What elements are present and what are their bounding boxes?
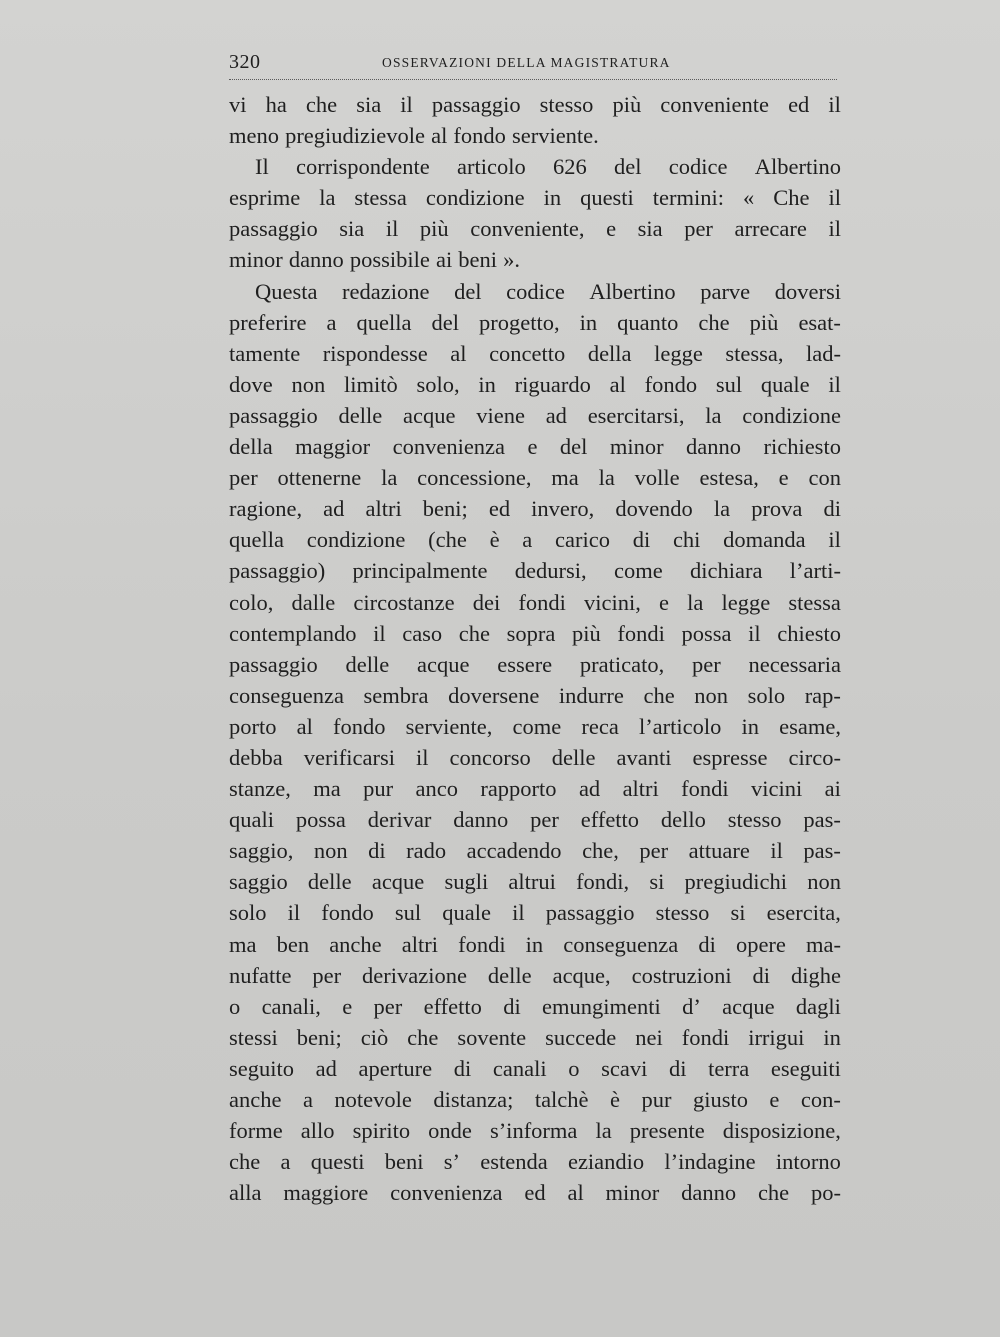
text-line: passaggio delle acque viene ad esercitarsi, la condizione (229, 402, 841, 428)
page-header (229, 48, 837, 76)
text-line: che a questi beni s’ estenda eziandio l’indagine intorno (229, 1149, 841, 1175)
text-line: Questa redazione del codice Albertino parve doversi (255, 278, 841, 304)
running-title: OSSERVAZIONI DELLA MAGISTRATURA (382, 55, 671, 70)
text-line: passaggio delle acque essere praticato, per necessaria (229, 651, 841, 677)
text-line: conseguenza sembra doversene indurre che non solo rap- (229, 682, 841, 708)
text-line: ma ben anche altri fondi in conseguenza di opere ma- (229, 931, 841, 957)
text-line: colo, dalle circostanze dei fondi vicini, e la legge stessa (229, 589, 841, 615)
text-line: saggio, non di rado accadendo che, per attuare il pas- (229, 838, 841, 864)
page-number: 320 (229, 51, 261, 73)
text-line: o canali, e per effetto di emungimenti d’ acque dagli (229, 993, 841, 1019)
text-line: stessi beni; ciò che sovente succede nei fondi irrigui in (229, 1024, 841, 1050)
text-line: debba verificarsi il concorso delle avanti espresse circo- (229, 744, 841, 770)
header-rule (229, 79, 837, 80)
text-line: dove non limitò solo, in riguardo al fondo sul quale il (229, 371, 841, 397)
text-line: esprime la stessa condizione in questi termini: « Che il (229, 185, 841, 211)
text-line: anche a notevole distanza; talchè è pur giusto e con- (229, 1087, 841, 1112)
text-line: quali possa derivar danno per effetto dello stesso pas- (229, 807, 841, 833)
text-line: ragione, ad altri beni; ed invero, dovendo la prova di (229, 496, 841, 522)
text-line: della maggior convenienza e del minor danno richiesto (229, 434, 841, 460)
text-line: quella condizione (che è a carico di chi domanda il (229, 527, 841, 553)
text-line: contemplando il caso che sopra più fondi possa il chiesto (229, 620, 841, 646)
text-line: nufatte per derivazione delle acque, costruzioni di dighe (229, 962, 841, 988)
body-text (229, 89, 841, 1208)
text-line: saggio delle acque sugli altrui fondi, si pregiudichi non (229, 869, 841, 895)
text-line: Il corrispondente articolo 626 del codice Albertino (255, 154, 841, 180)
text-line: forme allo spirito onde s’informa la presente disposizione, (229, 1118, 841, 1144)
text-line: minor danno possibile ai beni ». (229, 247, 520, 273)
text-line: porto al fondo serviente, come reca l’articolo in esame, (229, 713, 841, 739)
text-line: preferire a quella del progetto, in quanto che più esat- (229, 309, 841, 335)
text-line: stanze, ma pur anco rapporto ad altri fondi vicini ai (229, 776, 841, 802)
text-line: solo il fondo sul quale il passaggio stesso si esercita, (229, 900, 841, 926)
text-line: passaggio sia il più conveniente, e sia per arrecare il (229, 216, 841, 242)
text-line: vi ha che sia il passaggio stesso più conveniente ed il (229, 92, 841, 117)
text-line: per ottenerne la concessione, ma la volle estesa, e con (229, 465, 841, 491)
text-line: tamente rispondesse al concetto della legge stessa, lad- (229, 340, 841, 366)
text-line: meno pregiudizievole al fondo serviente. (229, 123, 599, 149)
text-line: seguito ad aperture di canali o scavi di terra eseguiti (229, 1055, 841, 1081)
text-line: passaggio) principalmente dedursi, come dichiara l’arti- (229, 558, 841, 584)
text-line: alla maggiore convenienza ed al minor danno che po- (229, 1180, 841, 1206)
